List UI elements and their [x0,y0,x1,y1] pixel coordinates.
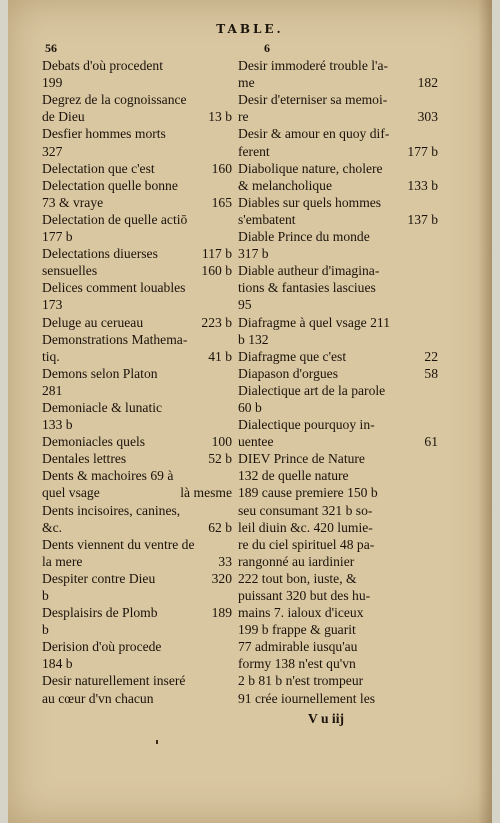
index-line [238,690,438,707]
index-entry-text: Dialectique pourquoy in- [238,417,375,433]
index-line [42,502,232,519]
index-entry-text: tions & fantasies lasciues [238,280,376,296]
index-page-ref: 61 [424,434,438,450]
index-line [42,416,232,433]
index-entry-text: Debats d'où procedent [42,58,163,74]
index-line [238,228,438,245]
index-entry-text: 2 b 81 b n'est trompeur [238,673,364,689]
index-entry-text: Dents incisoires, canines, [42,502,181,518]
index-line [238,262,438,279]
index-line [42,194,232,211]
index-line [42,690,232,707]
index-entry-text: 132 de quelle nature [238,468,349,484]
index-line [42,638,232,655]
book-page [8,0,492,823]
index-entry-text: 327 [42,143,63,159]
index-line [42,484,232,501]
index-line [42,433,232,450]
index-line [238,74,438,91]
index-page-ref: 165 [211,194,232,210]
index-line [42,570,232,587]
index-line [238,621,438,638]
index-entry-text: Desplaisirs de Plomb [42,605,158,621]
index-entry-text: Desir & amour en quoy dif- [238,126,390,142]
index-line [238,177,438,194]
index-line [238,108,438,125]
index-entry-text: re [238,109,249,125]
index-entry-text: Diafragme à quel vsage 211 [238,314,390,330]
index-line [238,416,438,433]
index-line [238,331,438,348]
index-entry-text: 95 [238,297,252,313]
index-page-ref: 58 [424,365,438,381]
index-column-left [42,40,232,707]
index-entry-text: 133 b [42,417,73,433]
running-head: TABLE. [216,22,284,36]
index-page-ref: 303 [417,109,438,125]
index-line [238,245,438,262]
index-line [42,672,232,689]
index-entry-text: 199 [42,75,63,91]
index-line [42,399,232,416]
index-entry-text: DIEV Prince de Nature [238,451,365,467]
index-line [238,587,438,604]
index-line [238,399,438,416]
index-line [238,553,438,570]
index-line [238,125,438,142]
index-entry-text: Diapason d'orgues [238,365,338,381]
index-line [238,570,438,587]
index-entry-text: formy 138 n'est qu'vn [238,656,356,672]
index-line [238,382,438,399]
index-line [42,160,232,177]
index-page-ref: 41 b [208,348,232,364]
index-page-ref: 22 [424,348,438,364]
index-line [238,536,438,553]
index-entry-text: Delices comment louables [42,280,186,296]
index-line [42,450,232,467]
index-entry-text: b [42,588,49,603]
index-line [42,536,232,553]
index-line [238,467,438,484]
index-line [238,91,438,108]
index-line [42,519,232,536]
index-entry-text: Desir d'eterniser sa memoi- [238,92,388,108]
index-page-ref: 117 b [201,246,232,262]
index-page-ref: là mesme [180,485,232,501]
index-entry-text: de Dieu [42,109,85,125]
index-page-ref: 133 b [407,177,438,193]
index-entry-text: Desir immoderé trouble l'a- [238,58,389,74]
index-entry-text: Demons selon Platon [42,365,158,381]
index-line [42,604,232,621]
index-entry-text: la mere [42,553,83,569]
index-line [42,279,232,296]
index-entry-text: rangonné au iardinier [238,553,355,569]
index-entry-text: Dents & machoires 69 à [42,468,174,484]
index-line [238,348,438,365]
index-page-ref: 52 b [208,451,232,467]
index-entry-text: uentee [238,434,274,450]
index-entry-text: 281 [42,382,63,398]
index-entry-text: 184 b [42,656,73,672]
index-column-right [238,40,438,707]
index-entry-text: Delectation que c'est [42,160,155,176]
index-page-ref: 177 b [407,143,438,159]
index-entry-text: 222 tout bon, iuste, & [238,570,357,586]
index-line [42,228,232,245]
index-line [238,194,438,211]
index-entry-text: Delectation de quelle actiō [42,211,188,227]
index-page-ref: 223 b [201,314,232,330]
index-line [42,125,232,142]
index-entry-text: Deluge au cerueau [42,314,144,330]
index-entry-text: Degrez de la cognoissance [42,92,187,108]
index-page-ref: 160 [211,160,232,176]
index-line [42,177,232,194]
signature-mark: V u iij [308,711,345,726]
index-line [238,502,438,519]
index-line [238,655,438,672]
index-entry-text: Demoniacles quels [42,434,146,450]
index-line [238,296,438,313]
index-line [42,74,232,91]
index-entry-text: 189 cause premiere 150 b [238,485,378,501]
index-page-ref: 13 b [208,109,232,125]
index-entry-text: me [238,75,255,91]
index-line [42,348,232,365]
index-line [238,314,438,331]
index-page-ref: 137 b [407,211,438,227]
index-entry-text: Delectation quelle bonne [42,177,178,193]
index-line [42,143,232,160]
index-page-ref: 33 [218,553,232,569]
index-entry-text: b 132 [238,331,269,347]
index-page-ref: 160 b [201,263,232,279]
index-entry-text: Diable autheur d'imagina- [238,263,380,279]
index-line [238,519,438,536]
index-line [238,143,438,160]
index-line [238,672,438,689]
index-line [42,553,232,570]
index-entry-text: Despiter contre Dieu [42,570,156,586]
index-entry-text: tiq. [42,348,60,364]
index-line [238,279,438,296]
index-line [238,604,438,621]
index-entry-text: quel vsage [42,485,100,501]
index-entry-text: Dialectique art de la parole [238,382,386,398]
index-entry-text: mains 7. ialoux d'iceux [238,605,364,621]
index-line [42,587,232,604]
index-line [42,211,232,228]
index-entry-text: Demoniacle & lunatic [42,399,163,415]
index-page-ref: 182 [417,75,438,91]
index-line [238,365,438,382]
index-entry-text: Desfier hommes morts [42,126,166,142]
index-line [42,382,232,399]
index-entry-text: 199 b frappe & guarit [238,622,356,638]
index-line [42,365,232,382]
index-line [42,262,232,279]
index-entry-text: Dents viennent du ventre de [42,536,195,552]
index-entry-text: Diables sur quels hommes [238,194,382,210]
index-line [42,621,232,638]
index-entry-text: 173 [42,297,63,313]
index-line [42,467,232,484]
index-entry-text: 177 b [42,229,73,245]
index-entry-text: leil diuin &c. 420 lumie- [238,519,373,535]
index-entry-text: sensuelles [42,263,98,279]
index-entry-text: ferent [238,143,270,159]
column-number: 56 [45,41,57,55]
index-entry-text: 317 b [238,246,269,262]
index-entry-text: seu consumant 321 b so- [238,502,373,518]
index-entry-text: re du ciel spirituel 48 pa- [238,536,375,552]
index-line [42,296,232,313]
ink-speck [156,740,158,744]
index-line [238,211,438,228]
index-entry-text: 60 b [238,399,262,415]
index-line [238,433,438,450]
index-line [238,450,438,467]
index-page-ref: 62 b [208,519,232,535]
index-line [238,57,438,74]
index-line [42,655,232,672]
index-page-ref: 189 [211,605,232,621]
index-entry-text: puissant 320 but des hu- [238,588,371,603]
index-entry-text: Dentales lettres [42,451,127,467]
index-line [42,57,232,74]
index-entry-text: Delectations diuerses [42,246,158,262]
index-page-ref: 320 [211,570,232,586]
index-page-ref: 100 [211,434,232,450]
index-entry-text: 77 admirable iusqu'au [238,639,358,655]
index-line [42,314,232,331]
index-line [238,160,438,177]
index-entry-text: Diabolique nature, cholere [238,160,383,176]
index-entry-text: b [42,622,49,638]
index-entry-text: & melancholique [238,177,332,193]
index-entry-text: au cœur d'vn chacun [42,690,154,706]
index-line [42,245,232,262]
index-entry-text: Diable Prince du monde [238,229,370,245]
index-entry-text: s'embatent [238,211,296,227]
index-entry-text: Derision d'où procede [42,639,162,655]
index-line [42,331,232,348]
index-line [42,108,232,125]
index-line [238,484,438,501]
index-entry-text: 73 & vraye [42,194,104,210]
index-entry-text: Desir naturellement inseré [42,673,186,689]
index-entry-text: 91 crée iournellement les [238,690,376,706]
index-line [238,638,438,655]
index-entry-text: Diafragme que c'est [238,348,347,364]
column-number: 6 [264,41,270,55]
index-line [42,91,232,108]
index-entry-text: &c. [42,519,63,535]
index-entry-text: Demonstrations Mathema- [42,331,188,347]
